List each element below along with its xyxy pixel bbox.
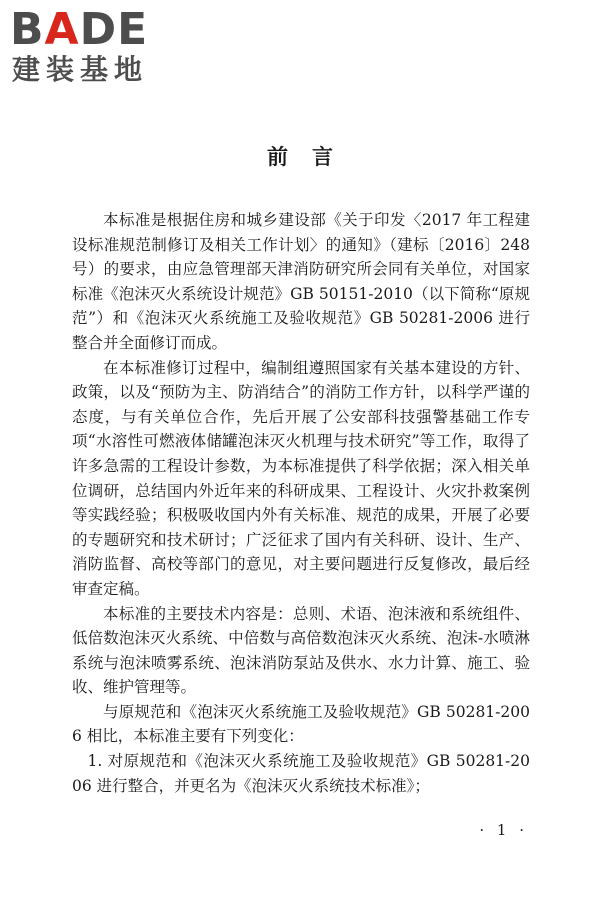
page-number: · 1 · (479, 821, 528, 839)
logo-letter-b: B (10, 4, 45, 55)
paragraph-intro: 本标准是根据住房和城乡建设部《关于印发〈2017 年工程建设标准规范制修订及相关工作计划〉的通知》（建标〔2016〕248 号）的要求，由应急管理部天津消防研究所会同有关单位，对国家标准《泡沫灭火系统设计规范》GB 50151-2010（以下简称“原规范”）和《泡沫灭火系统施工及验收规范》GB 50281-2006 进行整合并全面修订而成。 (72, 211, 530, 352)
logo-letters-de: DE (79, 4, 149, 55)
logo-subtitle: 建装基地 (12, 53, 149, 86)
logo-letter-a: A (44, 4, 80, 55)
logo-wordmark (10, 6, 148, 54)
page-title: 前言 (267, 145, 357, 169)
paragraph-content: 本标准的主要技术内容是：总则、术语、泡沫液和系统组件、低倍数泡沫灭火系统、中倍数与高倍数泡沫灭火系统、泡沫-水喷淋系统与泡沫喷雾系统、泡沫消防泵站及供水、水力计算、施工、验收、维护管理等。 (72, 604, 530, 697)
bade-logo (10, 6, 180, 88)
paragraph-change-item-1: 1. 对原规范和《泡沫灭火系统施工及验收规范》GB 50281-2006 进行整合，并更名为《泡沫灭火系统技术标准》； (72, 752, 530, 795)
document-body (72, 208, 530, 798)
paragraph-changes: 与原规范和《泡沫灭火系统施工及验收规范》GB 50281-2006 相比，本标准主要有下列变化： (72, 702, 530, 746)
paragraph-process: 在本标准修订过程中，编制组遵照国家有关基本建设的方针、政策，以及“预防为主、防消结合”的消防工作方针，以科学严谨的态度，与有关单位合作，先后开展了公安部科技强警基础工作专项“水溶性可燃液体储罐泡沫灭火机理与技术研究”等工作，取得了许多急需的工程设计参数，为本标准提供了科学依据；深入相关单位调研，总结国内外近年来的科研成果、工程设计、火灾扑救案例等实践经验；积极吸收国内外有关标准、规范的成果，开展了必要的专题研究和技术研讨；广泛征求了国内有关科研、设计、生产、消防监督、高校等部门的意见，对主要问题进行反复修改，最后经审查定稿。 (72, 358, 530, 598)
